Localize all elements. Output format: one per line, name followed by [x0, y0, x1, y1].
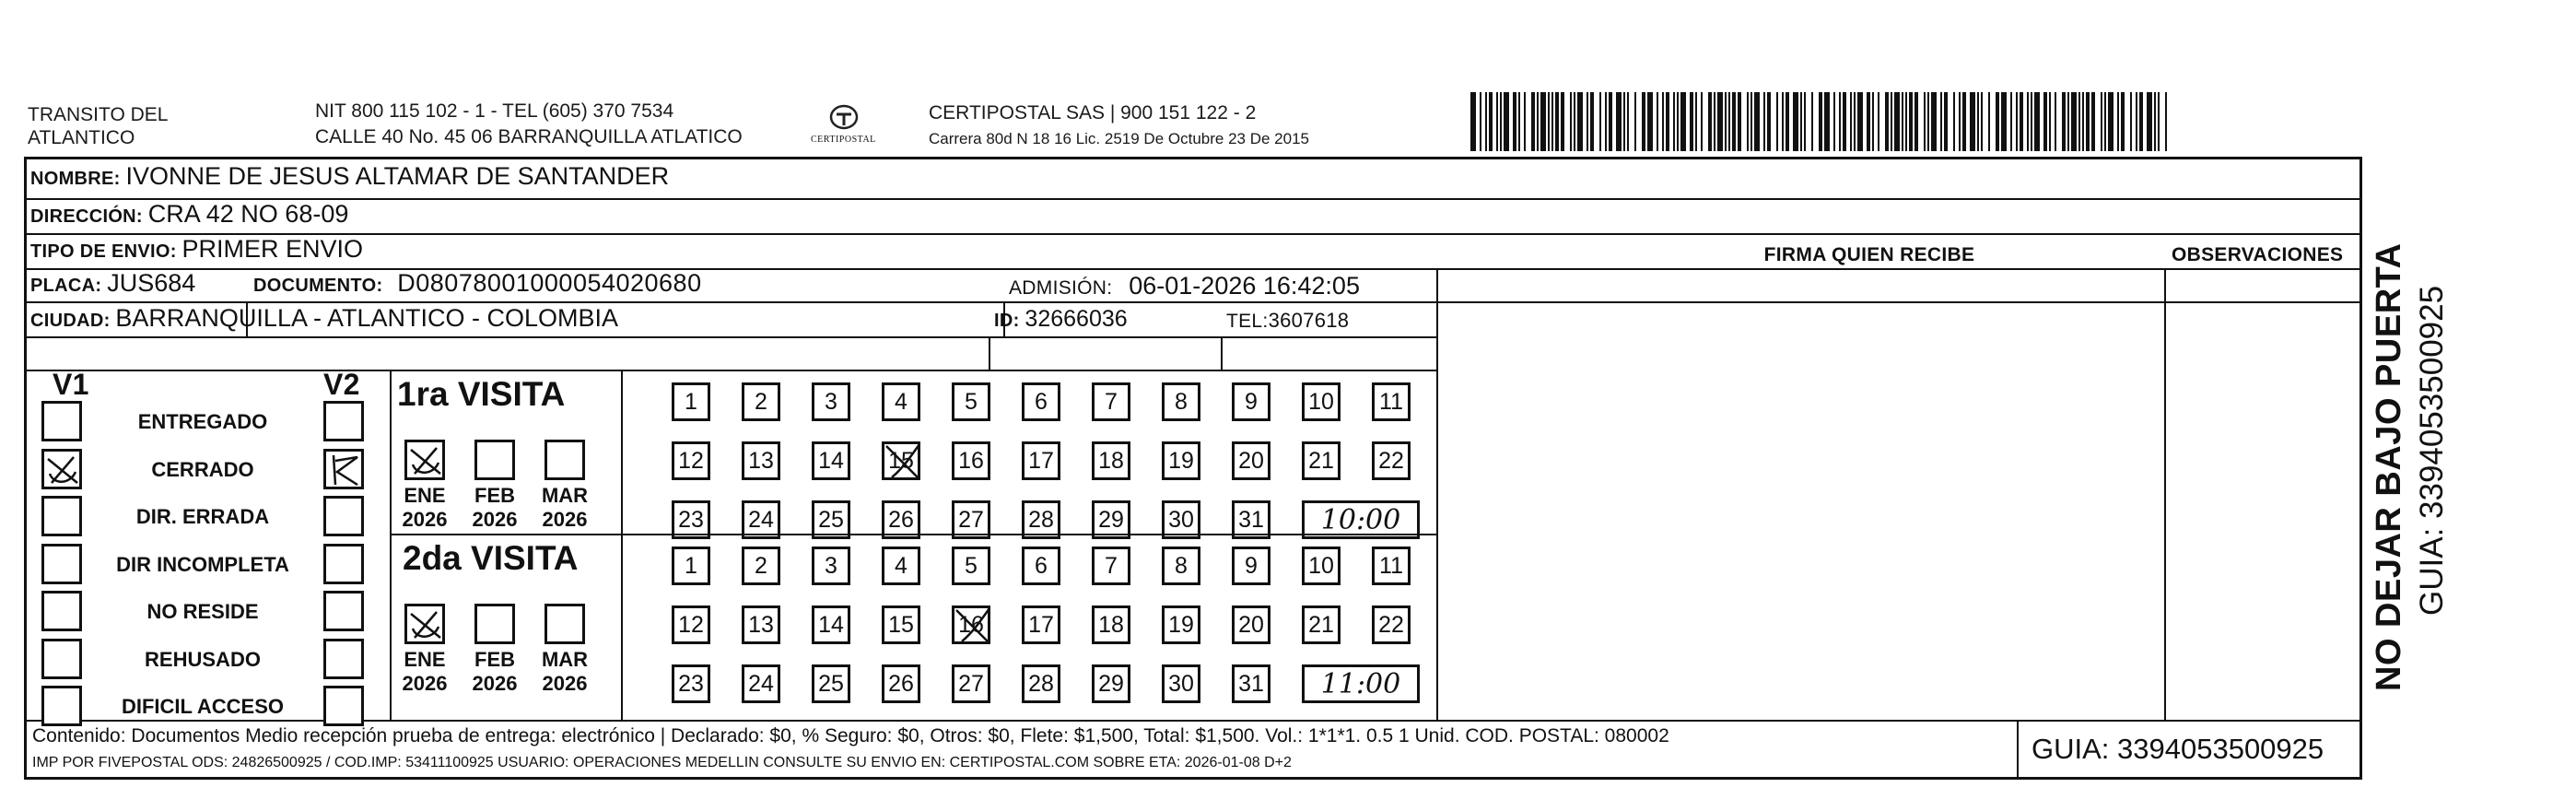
day-box[interactable]: 8 [1162, 547, 1200, 585]
month-name: ENE [404, 648, 446, 671]
day-box[interactable]: 19 [1162, 441, 1200, 480]
month-year: 2026 [402, 508, 448, 531]
documento-label: DOCUMENTO: [253, 276, 383, 296]
v1-label: V1 [53, 368, 89, 401]
certipostal-logo [811, 101, 876, 149]
placa-value: JUS684 [107, 269, 196, 297]
day-box[interactable]: 20 [1232, 441, 1270, 480]
carrier-line: CERTIPOSTAL SAS | 900 151 122 - 2 [929, 102, 1257, 123]
day-box[interactable]: 13 [742, 441, 780, 480]
v1-checkbox[interactable] [41, 401, 82, 441]
v1-checkbox[interactable] [41, 496, 82, 536]
firma-header: FIRMA QUIEN RECIBE [1763, 244, 1975, 265]
v2-checkbox[interactable] [323, 686, 364, 726]
day-box[interactable]: 28 [1022, 500, 1060, 539]
id-label: ID: [994, 311, 1020, 331]
day-box[interactable]: 12 [672, 605, 710, 644]
v2-checkbox[interactable] [323, 449, 364, 489]
v1-checkbox[interactable] [41, 544, 82, 584]
day-box[interactable]: 5 [952, 547, 990, 585]
day-box[interactable]: 24 [742, 500, 780, 539]
time-box[interactable] [1302, 500, 1420, 539]
status-label: REHUSADO [145, 647, 261, 671]
day-box[interactable]: 7 [1092, 547, 1130, 585]
documento-field [253, 269, 702, 298]
day-box[interactable]: 25 [812, 500, 850, 539]
ciudad-field [30, 304, 618, 333]
day-box[interactable]: 3 [812, 382, 850, 421]
day-box[interactable]: 30 [1162, 500, 1200, 539]
month-year: 2026 [472, 672, 518, 695]
tel-value: 3607618 [1268, 309, 1350, 332]
day-box[interactable]: 7 [1092, 382, 1130, 421]
month-label [465, 648, 524, 696]
issuer-name [28, 103, 168, 149]
month-label [535, 484, 594, 532]
day-box[interactable]: 29 [1092, 500, 1130, 539]
v2-checkbox[interactable] [323, 496, 364, 536]
status-label: DIR INCOMPLETA [116, 552, 289, 576]
v2-checkbox[interactable] [323, 639, 364, 679]
tipo-envio-label: TIPO DE ENVIO: [30, 241, 177, 262]
handwritten-time: 11:00 [1320, 667, 1401, 700]
day-box[interactable]: 18 [1092, 605, 1130, 644]
day-box[interactable]: 24 [742, 664, 780, 703]
v2-checkbox[interactable] [323, 591, 364, 631]
visit-title: 1ra VISITA [397, 375, 566, 413]
nombre-label: NOMBRE: [30, 169, 121, 189]
day-box[interactable]: 31 [1232, 664, 1270, 703]
v2-label: V2 [323, 368, 360, 401]
day-box[interactable]: 12 [672, 441, 710, 480]
footer-guia: GUIA: 3394053500925 [2032, 733, 2324, 765]
day-box[interactable]: 17 [1022, 441, 1060, 480]
day-box[interactable]: 3 [812, 547, 850, 585]
direccion-label: DIRECCIÓN: [30, 206, 143, 227]
handwritten-check-icon [407, 442, 444, 479]
observaciones-header: OBSERVACIONES [2172, 244, 2344, 265]
day-box[interactable]: 19 [1162, 605, 1200, 644]
v1-checkbox[interactable] [41, 449, 82, 489]
day-box[interactable]: 8 [1162, 382, 1200, 421]
day-box[interactable]: 10 [1302, 547, 1341, 585]
day-box[interactable]: 28 [1022, 664, 1060, 703]
day-box[interactable]: 25 [812, 664, 850, 703]
day-box[interactable]: 2 [742, 547, 780, 585]
day-box[interactable]: 2 [742, 382, 780, 421]
handwritten-time: 10:00 [1320, 503, 1401, 536]
day-box[interactable]: 29 [1092, 664, 1130, 703]
month-name: ENE [404, 484, 446, 507]
handwritten-check-icon [326, 452, 363, 488]
month-checkbox[interactable] [544, 440, 585, 480]
month-year: 2026 [542, 508, 588, 531]
imp-line: IMP POR FIVEPOSTAL ODS: 24826500925 / COD.IMP: 53411100925 USUARIO: OPERACIONES MEDELLIN CONSULTE SU ENVIO EN: CERTIPOSTAL.COM SOBRE ETA: 2026-01-08 D+2 [32, 755, 1292, 770]
day-box[interactable]: 11 [1372, 547, 1411, 585]
day-box[interactable]: 30 [1162, 664, 1200, 703]
month-checkbox[interactable] [474, 440, 515, 480]
month-name: FEB [474, 484, 515, 507]
admision-value: 06-01-2026 16:42:05 [1129, 272, 1360, 300]
no-dejar-bajo-puerta: NO DEJAR BAJO PUERTA [2370, 242, 2408, 691]
nit-line: NIT 800 115 102 - 1 - TEL (605) 370 7534 [315, 100, 674, 122]
license-line: Carrera 80d N 18 16 Lic. 2519 De Octubre 23 De 2015 [929, 130, 1309, 147]
status-label: ENTREGADO [137, 410, 268, 433]
day-box[interactable]: 27 [952, 664, 990, 703]
day-box[interactable]: 1 [672, 382, 710, 421]
day-box[interactable]: 9 [1232, 547, 1270, 585]
tel-field [1226, 309, 1349, 333]
day-box[interactable]: 9 [1232, 382, 1270, 421]
day-mark-icon [953, 605, 993, 645]
direccion-value: CRA 42 NO 68-09 [147, 200, 349, 228]
day-box[interactable]: 17 [1022, 605, 1060, 644]
side-guia: GUIA: 3394053500925 [2414, 285, 2450, 616]
delivery-form [24, 157, 2362, 780]
v1-checkbox[interactable] [41, 591, 82, 631]
day-box[interactable]: 15 [882, 441, 920, 480]
day-box[interactable]: 15 [882, 605, 920, 644]
day-box[interactable]: 23 [672, 500, 710, 539]
status-label: DIFICIL ACCESO [121, 695, 284, 718]
day-box[interactable]: 6 [1022, 382, 1060, 421]
nombre-field [30, 162, 669, 191]
visit-title: 2da VISITA [403, 539, 579, 577]
month-name: MAR [541, 648, 589, 671]
id-value: 32666036 [1025, 306, 1128, 332]
month-checkbox[interactable] [404, 604, 445, 644]
day-box[interactable]: 14 [812, 605, 850, 644]
contenido-line: Contenido: Documentos Medio recepción prueba de entrega: electrónico | Declarado: $0, % Seguro: $0, Otros: $0, Flete: $1,500, Total: $1,500. Vol.: 1*1*1. 0.5 1 Unid. COD. POSTAL: 080002 [32, 725, 1669, 746]
nombre-value: IVONNE DE JESUS ALTAMAR DE SANTANDER [125, 162, 670, 190]
day-box[interactable]: 18 [1092, 441, 1130, 480]
tipo-envio-value: PRIMER ENVIO [181, 235, 364, 263]
day-box[interactable]: 22 [1372, 605, 1411, 644]
month-year: 2026 [402, 672, 448, 695]
day-box[interactable]: 1 [672, 547, 710, 585]
ciudad-value: BARRANQUILLA - ATLANTICO - COLOMBIA [115, 304, 619, 332]
direccion-field [30, 200, 348, 229]
handwritten-check-icon [44, 452, 81, 488]
day-box[interactable]: 5 [952, 382, 990, 421]
status-label: CERRADO [151, 457, 254, 481]
day-box[interactable]: 13 [742, 605, 780, 644]
month-label [535, 648, 594, 696]
day-box[interactable]: 14 [812, 441, 850, 480]
v2-checkbox[interactable] [323, 401, 364, 441]
documento-value: D08078001000054020680 [397, 269, 702, 297]
month-checkbox[interactable] [474, 604, 515, 644]
day-box[interactable]: 21 [1302, 605, 1341, 644]
id-field [994, 306, 1128, 333]
address-line: CALLE 40 No. 45 06 BARRANQUILLA ATLATICO [315, 126, 743, 147]
day-box[interactable]: 11 [1372, 382, 1411, 421]
issuer-line1: TRANSITO DEL [28, 104, 169, 125]
v2-checkbox[interactable] [323, 544, 364, 584]
v1-checkbox[interactable] [41, 639, 82, 679]
day-box[interactable]: 26 [882, 664, 920, 703]
day-box[interactable]: 6 [1022, 547, 1060, 585]
month-name: MAR [541, 484, 589, 507]
day-box[interactable]: 4 [882, 547, 920, 585]
month-label [465, 484, 524, 532]
day-box[interactable]: 20 [1232, 605, 1270, 644]
month-label [395, 648, 454, 696]
day-mark-icon [883, 441, 923, 481]
month-name: FEB [474, 648, 515, 671]
day-box[interactable]: 10 [1302, 382, 1341, 421]
day-box[interactable]: 22 [1372, 441, 1411, 480]
day-box[interactable]: 4 [882, 382, 920, 421]
status-label: DIR. ERRADA [135, 505, 270, 528]
placa-label: PLACA: [30, 276, 102, 296]
tipo-envio-field [30, 235, 363, 264]
admision-field [1009, 272, 1360, 300]
status-label: NO RESIDE [146, 600, 259, 623]
tel-label: TEL: [1226, 311, 1269, 332]
day-box[interactable]: 16 [952, 605, 990, 644]
time-box[interactable] [1302, 664, 1420, 703]
handwritten-check-icon [407, 606, 444, 643]
month-year: 2026 [472, 508, 518, 531]
issuer-contact [315, 100, 743, 148]
month-checkbox[interactable] [404, 440, 445, 480]
ciudad-label: CIUDAD: [30, 311, 111, 331]
barcode [1470, 92, 2189, 151]
day-box[interactable]: 23 [672, 664, 710, 703]
day-box[interactable]: 26 [882, 500, 920, 539]
month-year: 2026 [542, 672, 588, 695]
month-checkbox[interactable] [544, 604, 585, 644]
day-box[interactable]: 31 [1232, 500, 1270, 539]
day-box[interactable]: 21 [1302, 441, 1341, 480]
placa-field [30, 269, 195, 298]
month-label [395, 484, 454, 532]
v1-checkbox[interactable] [41, 686, 82, 726]
day-box[interactable]: 16 [952, 441, 990, 480]
admision-label: ADMISIÓN: [1009, 277, 1113, 299]
logo-text: CERTIPOSTAL [811, 135, 876, 145]
issuer-line2: ATLANTICO [28, 127, 135, 148]
day-box[interactable]: 27 [952, 500, 990, 539]
